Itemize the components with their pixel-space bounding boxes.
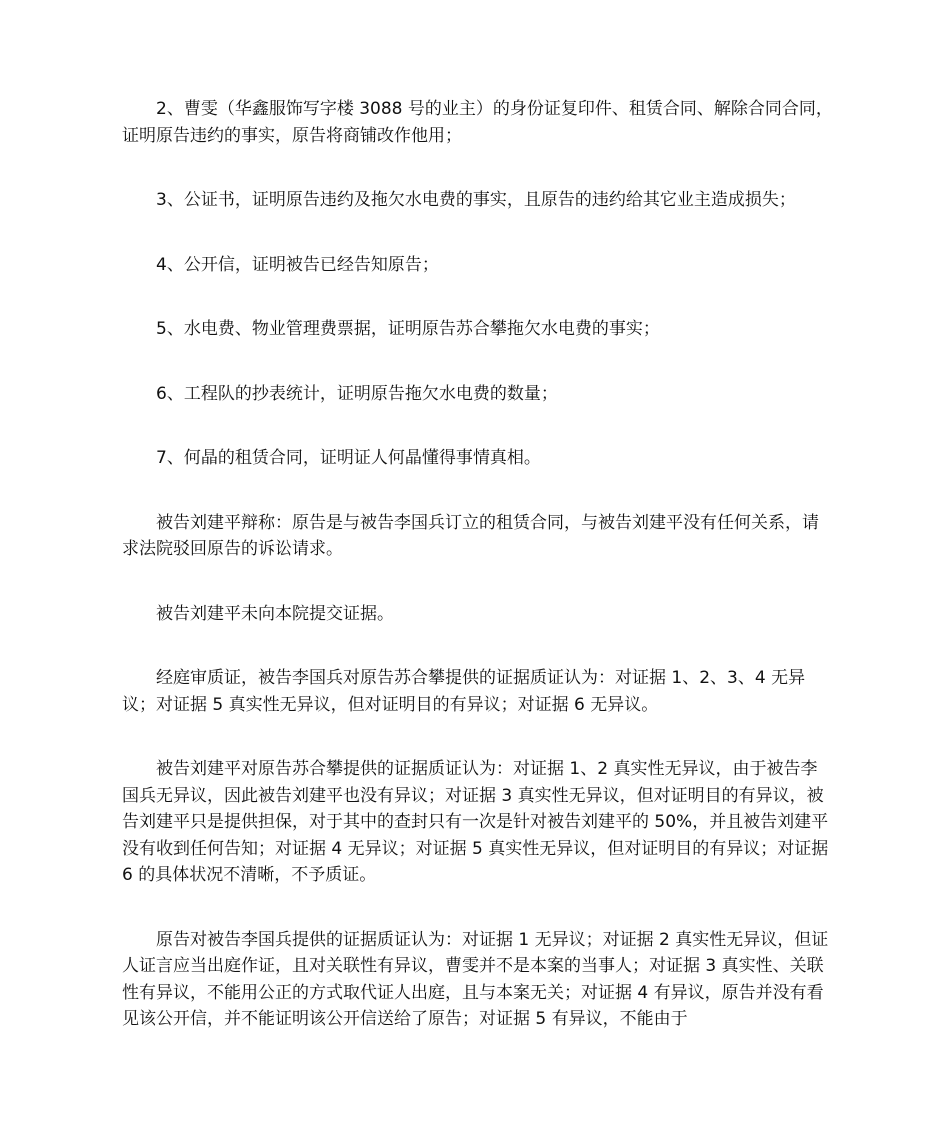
paragraph-evidence-3: 3、公证书，证明原告违约及拖欠水电费的事实，且原告的违约给其它业主造成损失；: [156, 190, 796, 210]
paragraph-evidence-7: 7、何晶的租赁合同，证明证人何晶懂得事情真相。: [156, 448, 541, 468]
paragraph-cross-exam-plaintiff: 原告对被告李国兵提供的证据质证认为：对证据 1 无异议；对证据 2 真实性无异议，但证人证言应当出庭作证，且对关联性有异议，曹雯并不是本案的当事人；对证据 3 真实性、关联性有异议，不能用公正的方式取代证人出庭，且与本案无关；对证据 4 有异议，原告并没有看见该公开信，并不能证明该公开信送给了原告；对证据 5 有异议，不能由于: [122, 929, 829, 1029]
paragraph-no-evidence-liu: 被告刘建平未向本院提交证据。: [156, 603, 394, 624]
paragraph-cross-exam-li: 经庭审质证，被告李国兵对原告苏合攀提供的证据质证认为：对证据 1、2、3、4 无异议；对证据 5 真实性无异议，但对证明目的有异议；对证据 6 无异议。: [122, 668, 806, 715]
paragraph-evidence-2: 2、曹雯（华鑫服饰写字楼 3088 号的业主）的身份证复印件、租赁合同、解除合同合同，证明原告违约的事实，原告将商铺改作他用；: [122, 99, 833, 146]
paragraph-evidence-4: 4、公开信，证明被告已经告知原告；: [156, 254, 439, 275]
paragraph-defense-liu: 被告刘建平辩称：原告是与被告李国兵订立的租赁合同，与被告刘建平没有任何关系，请求法院驳回原告的诉讼请求。: [122, 512, 819, 559]
document-body: [122, 96, 834, 1033]
paragraph-cross-exam-liu: 被告刘建平对原告苏合攀提供的证据质证认为：对证据 1、2 真实性无异议，由于被告李国兵无异议，因此被告刘建平也没有异议；对证据 3 真实性无异议，但对证明目的有异议，被告刘建平只是提供担保，对于其中的查封只有一次是针对被告刘建平的 50%，并且被告刘建平没有收到任何告知；对证据 4 无异议；对证据 5 真实性无异议，但对证明目的有异议；对证据 6 的具体状况不清晰，不予质证。: [122, 759, 829, 885]
paragraph-evidence-6: 6、工程队的抄表统计，证明原告拖欠水电费的数量；: [156, 383, 558, 404]
paragraph-evidence-5: 5、水电费、物业管理费票据，证明原告苏合攀拖欠水电费的事实；: [156, 319, 660, 339]
